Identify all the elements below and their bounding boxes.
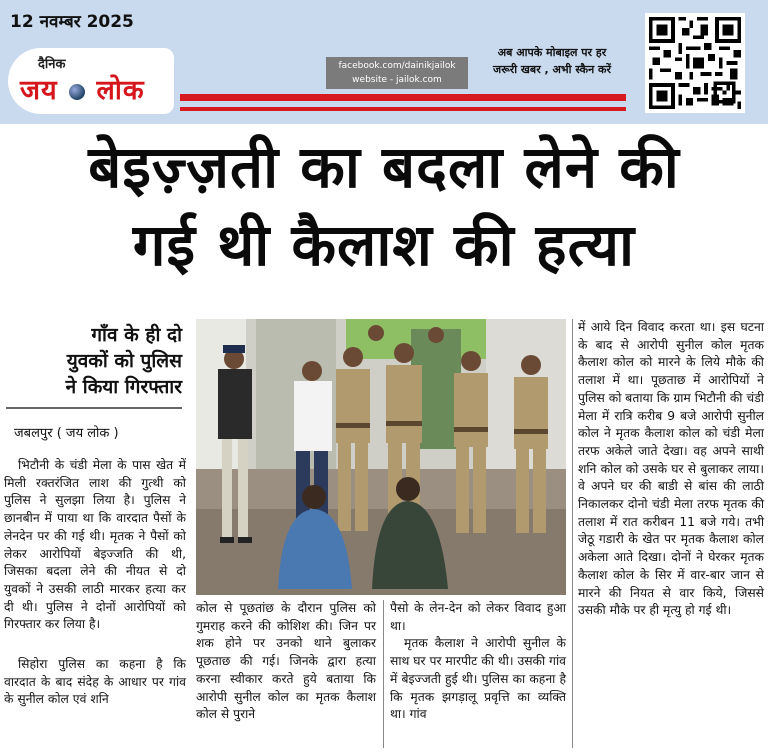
column-divider xyxy=(572,319,573,748)
photo-police-with-accused xyxy=(196,319,566,595)
issue-date: 12 नवम्बर 2025 xyxy=(10,12,134,32)
logo-wordmark: जय लोक xyxy=(20,75,145,106)
globe-icon xyxy=(69,84,85,100)
column-divider xyxy=(383,600,384,748)
scan-promo: अब आपके मोबाइल पर हर जरूरी खबर , अभी स्कैन करें xyxy=(493,46,611,76)
social-links-box xyxy=(326,57,468,89)
headline-line-2: गई थी कैलाश की हत्या xyxy=(132,211,636,279)
logo-tagline: दैनिक xyxy=(38,57,66,72)
dateline: जबलपुर ( जय लोक ) xyxy=(14,426,119,441)
article-paragraph: कोल से पूछतांछ के दौरान पुलिस को गुमराह करने की कोशिश की। जिन पर शक होने पर उनको थाने बुलाकर पूछताछ की गई। जिनके द्वारा हत्या करना स्वीकार करते हुये बताया कि आरोपी सुनील कोल का मृतक कैलाश कोल से पुराने xyxy=(196,601,376,722)
article-paragraph: में आये दिन विवाद करता था। इस घटना के बाद से आरोपी सुनील कोल मृतक कैलाश कोल को मारने के लिये मौके की तलाश में था। पूछताछ में आरोपियों ने पुलिस को बताया कि ग्राम भिटौनी की चंडी मेला में रात्रि करीब 9 बजे आरोपी सुनील कोल ने मृतक कैलाश कोल को चंडी मेला तरफ अकेले जाते देखा। वह अपने साथी शनि कोल को उसके घर से बुलाकर लाया। वे अपने घर की बाडी से बांस की लाठी निकालकर दोनो चंडी मेला तरफ मृतक की तलाश में रात करीबन 11 बजे गये। तभी जेठू गडारी के खेत पर मृतक कैलाश कोल अकेला आते दिखा। दोनों ने घेरकर मृतक कैलाश कोल के सिर में वार-बार जान से मारने की नियत से वार किये, जिससे उसकी मौके पर ही मृत्यु हो गई थी। xyxy=(578,320,764,618)
article-paragraph: भिटौनी के चंडी मेला के पास खेत में मिली रक्तरंजित लाश की गुत्थी को पुलिस ने सुलझा लिया है। पुलिस ने छानबीन में पाया था कि वारदात पैसों के लेनदेन पर की गई थी। मृतक ने पैसों को लेकर आरोपियों बेइज्जति की थी, जिसका बदला लेने की नीयत से दो युवकों ने उसकी लाठी मारकर हत्या कर दी थी। पुलिस ने दोनों आरोपियों को गिरफ्तार कर लिया है। xyxy=(4,458,186,632)
sub-headline-rule xyxy=(6,407,182,409)
masthead-rule-thin xyxy=(180,107,626,111)
article-paragraph: मृतक कैलाश ने आरोपी सुनील के साथ घर पर मारपीट की थी। उसकी गांव में बेइज्जती हुई थी। पुलिस का कहना है कि मृतक झगड़ालू प्रवृत्ति का व्यक्ति था। गांव xyxy=(390,636,566,722)
photo-illustration xyxy=(196,319,566,595)
headline-line-1: बेइज़्ज़ती का बदला लेने की xyxy=(88,133,680,201)
article-paragraph: सिहोरा पुलिस का कहना है कि वारदात के बाद संदेह के आधार पर गांव के सुनील कोल एवं शनि xyxy=(4,657,186,707)
qr-code-graphic xyxy=(649,17,741,109)
masthead xyxy=(0,0,768,124)
main-headline xyxy=(0,128,768,284)
qr-code-icon[interactable] xyxy=(645,13,745,113)
sub-headline: गाँव के ही दो युवकों को पुलिस ने किया गिरफ्तार xyxy=(65,324,182,398)
facebook-link[interactable]: facebook.com/dainikjailok xyxy=(338,61,456,71)
masthead-rule xyxy=(180,94,626,101)
article-column xyxy=(390,600,566,724)
article-paragraph: पैसो के लेन-देन को लेकर विवाद हुआ था। xyxy=(390,601,566,633)
website-link[interactable]: website - jailok.com xyxy=(352,75,442,85)
newspaper-logo[interactable] xyxy=(8,48,174,114)
